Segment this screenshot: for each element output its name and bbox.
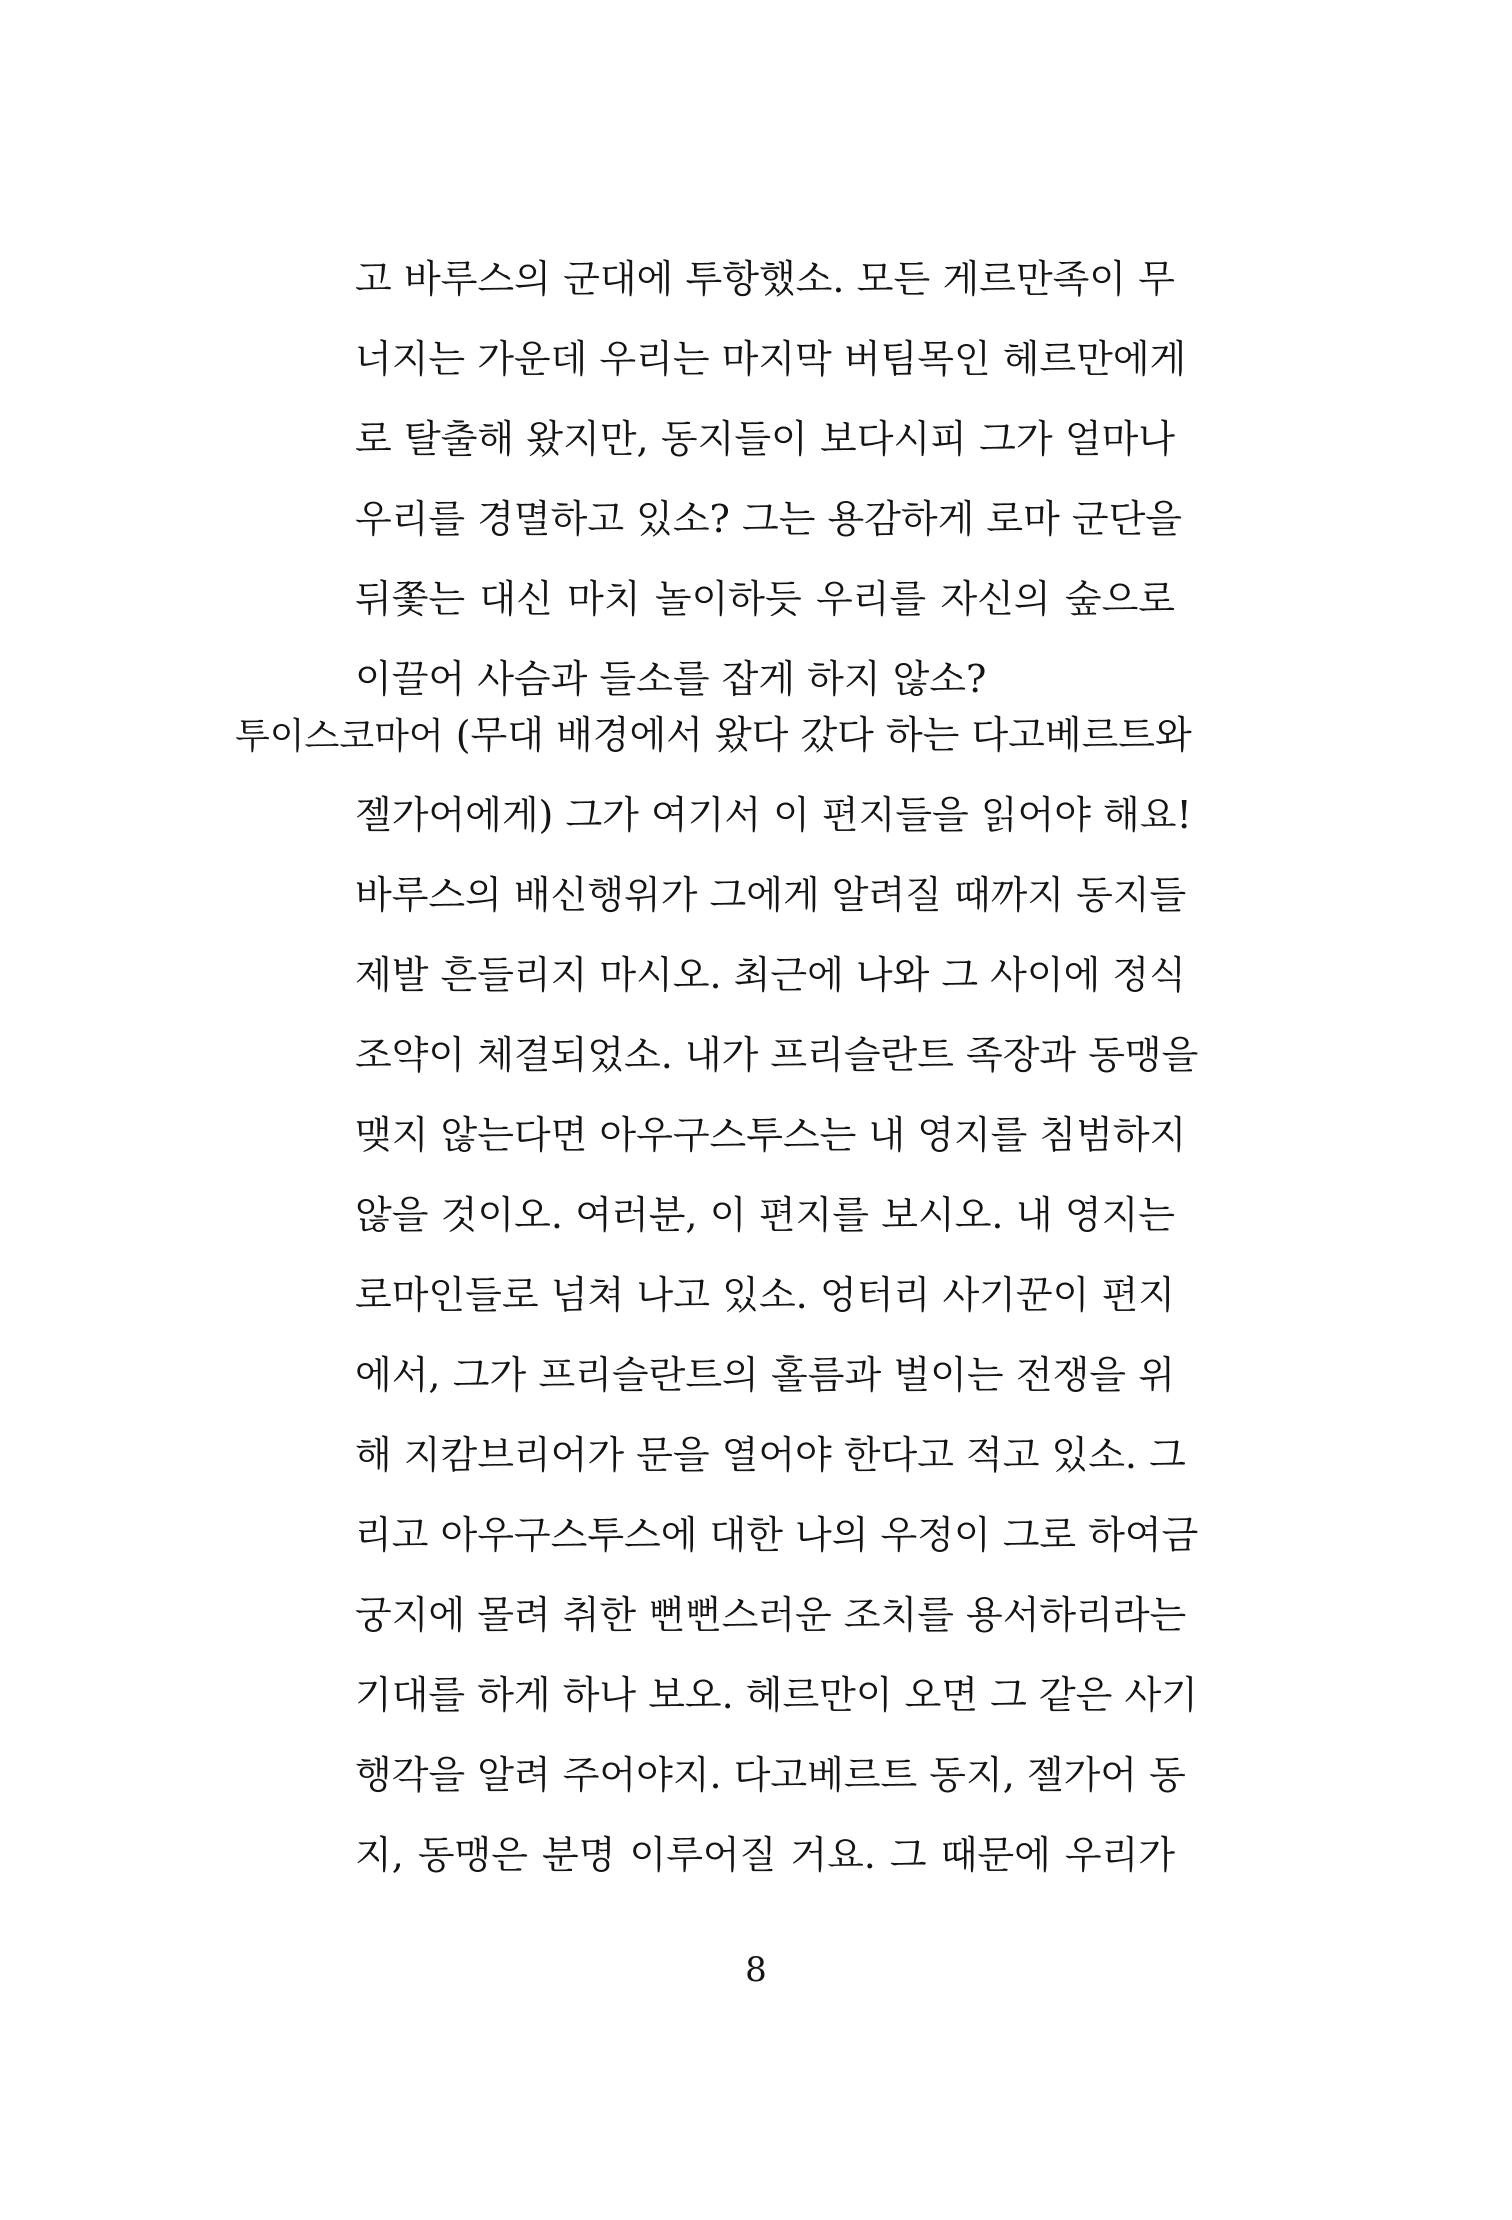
text-line: 조약이 체결되었소. 내가 프리슬란트 족장과 동맹을 <box>355 1033 1199 1077</box>
speaker-name: 투이스코마어 <box>235 716 444 757</box>
text-line: 제발 흔들리지 마시오. 최근에 나와 그 사이에 정식 <box>355 953 1186 997</box>
text-line: 리고 아우구스투스에 대한 나의 우정이 그로 하여금 <box>355 1513 1199 1557</box>
text-line: 고 바루스의 군대에 투항했소. 모든 게르만족이 무 <box>355 257 1175 301</box>
text-line: 로마인들로 넘쳐 나고 있소. 엉터리 사기꾼이 편지 <box>355 1273 1175 1317</box>
text-line: 해 지캄브리어가 문을 열어야 한다고 적고 있소. 그 <box>355 1433 1186 1477</box>
text-line: 행각을 알려 주어야지. 다고베르트 동지, 젤가어 동 <box>355 1753 1186 1797</box>
text-line: 젤가어에게) 그가 여기서 이 편지들을 읽어야 해요! <box>355 793 1192 837</box>
dialogue-first-line <box>235 707 1192 763</box>
stage-direction: (무대 배경에서 왔다 갔다 하는 다고베르트와 <box>443 713 1192 757</box>
text-line: 바루스의 배신행위가 그에게 알려질 때까지 동지들 <box>355 873 1187 917</box>
text-line: 않을 것이오. 여러분, 이 편지를 보시오. 내 영지는 <box>355 1193 1175 1237</box>
text-line: 우리를 경멸하고 있소? 그는 용감하게 로마 군단을 <box>355 497 1183 541</box>
text-line: 기대를 하게 하나 보오. 헤르만이 오면 그 같은 사기 <box>355 1673 1198 1717</box>
page-number: 8 <box>745 1950 767 1990</box>
text-line: 로 탈출해 왔지만, 동지들이 보다시피 그가 얼마나 <box>355 417 1175 461</box>
text-line: 이끌어 사슴과 들소를 잡게 하지 않소? <box>355 657 987 701</box>
text-line: 지, 동맹은 분명 이루어질 거요. 그 때문에 우리가 <box>355 1833 1175 1877</box>
text-line: 맺지 않는다면 아우구스투스는 내 영지를 침범하지 <box>355 1113 1187 1157</box>
text-line: 에서, 그가 프리슬란트의 홀름과 벌이는 전쟁을 위 <box>355 1353 1175 1397</box>
text-line: 너지는 가운데 우리는 마지막 버팀목인 헤르만에게 <box>355 337 1187 381</box>
text-line: 궁지에 몰려 취한 뻔뻔스러운 조치를 용서하리라는 <box>355 1593 1187 1637</box>
text-line: 뒤쫓는 대신 마치 놀이하듯 우리를 자신의 숲으로 <box>355 577 1175 621</box>
